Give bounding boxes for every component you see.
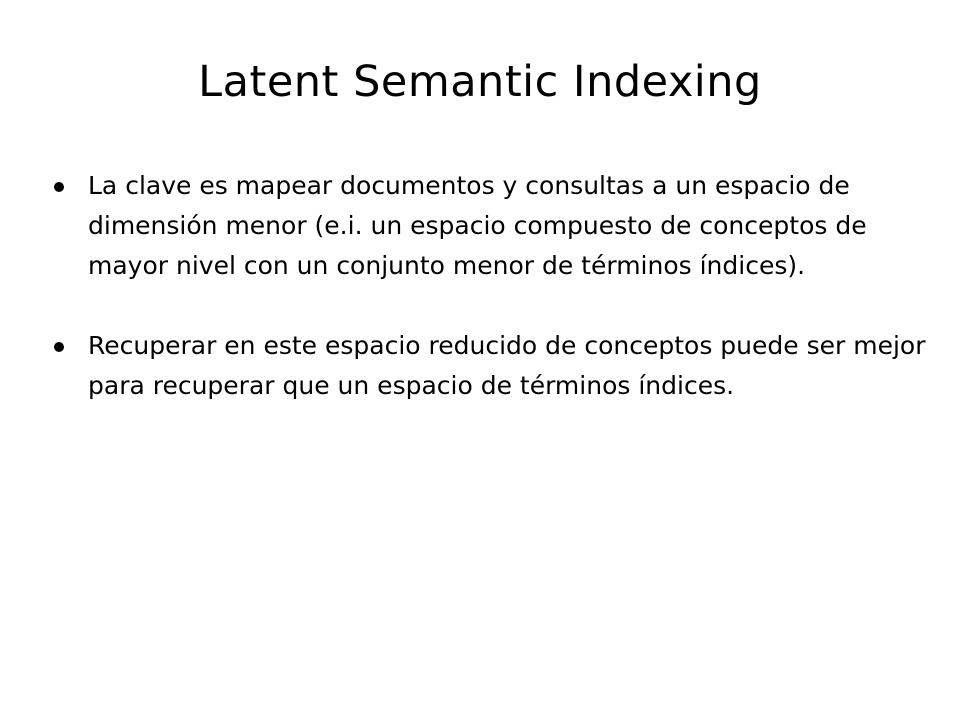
bullet-icon	[54, 342, 64, 352]
bullet-list	[52, 166, 932, 446]
bullet-item	[52, 326, 932, 406]
bullet-item	[52, 166, 932, 286]
bullet-text: La clave es mapear documentos y consultas a un espacio de dimensión menor (e.i. un espacio compuesto de conceptos de mayor nivel con un conjunto menor de términos índices).	[88, 171, 867, 280]
slide-title: Latent Semantic Indexing	[198, 57, 762, 107]
bullet-icon	[54, 182, 64, 192]
bullet-text: Recuperar en este espacio reducido de conceptos puede ser mejor para recuperar que un espacio de términos índices.	[88, 331, 926, 400]
